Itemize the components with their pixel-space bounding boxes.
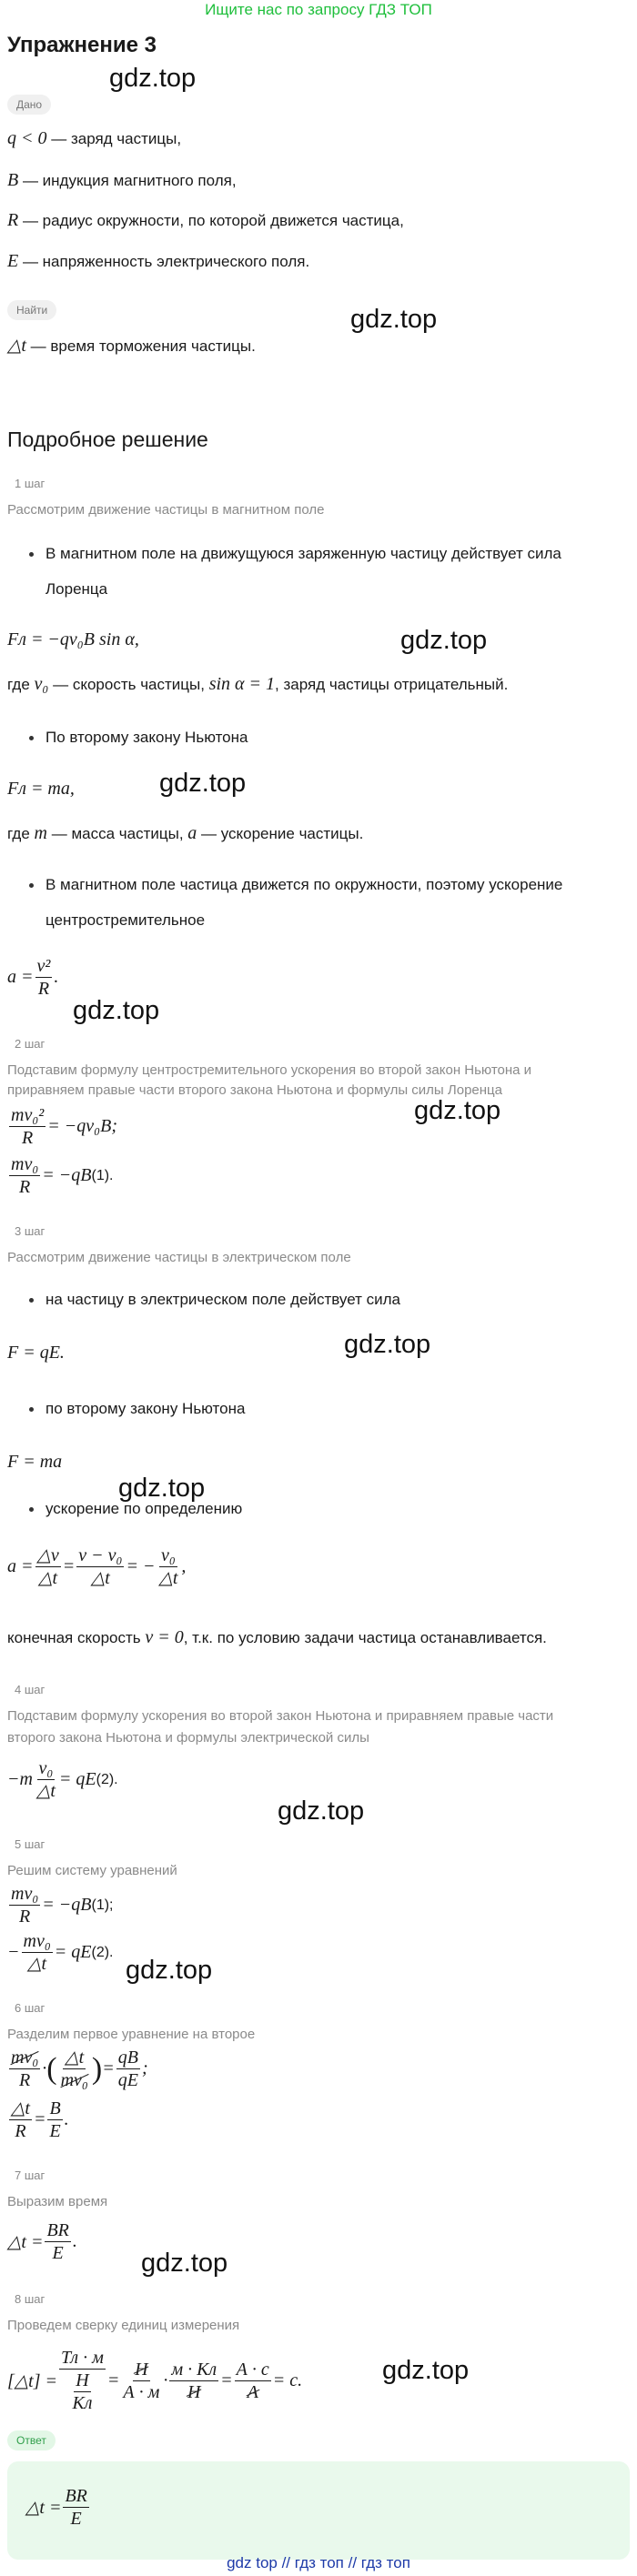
equation: $\frac{\text{mv₀}}{R}$ = −qB (1). (11, 1154, 114, 1197)
bullet-text: по второму закону Ньютона (46, 1392, 245, 1426)
watermark: gdz.top (350, 305, 438, 334)
watermark: gdz.top (118, 1474, 206, 1503)
equation: $\frac{\text{mv₀}}{R}$ · ( $\frac{\triangle t}{\text{mv₀}}$ ) = $\frac{qB}{qE}$ ; (11, 2048, 148, 2090)
step-label: 2 шаг (15, 1037, 46, 1051)
watermark: gdz.top (344, 1330, 431, 1359)
equation: a = $\frac{\triangle v}{\triangle t}$ = $\frac{\text{v − v₀}}{\triangle t}$ = − $\frac{\text{v₀}}{\triangle t}$ , (7, 1545, 187, 1588)
step-label: 6 шаг (15, 2001, 46, 2015)
explanation: конечная скорость v = 0, т.к. по условию задачи частица останавливается. (7, 1627, 547, 1647)
equation: $\frac{\text{mv₀}}{R}$ = −qB (1); (11, 1884, 114, 1927)
step-heading: Решим систему уравнений (7, 1863, 177, 1878)
step-heading: Выразим время (7, 2194, 108, 2209)
step-heading: Подставим формулу центростремительного ускорения во второй закон Ньютона и (7, 1062, 532, 1078)
step-label: 8 шаг (15, 2292, 46, 2306)
given-line: B — индукция магнитного поля, (7, 170, 237, 190)
given-line: q < 0 — заряд частицы, (7, 128, 182, 148)
step-heading: Разделим первое уравнение на второе (7, 2027, 256, 2042)
find-label: Найти (7, 300, 56, 320)
explanation: где v₀ — скорость частицы, sin α = 1, заряд частицы отрицательный. (7, 674, 509, 694)
find-line: △t — время торможения частицы. (7, 336, 256, 356)
given-line: E — напряженность электрического поля. (7, 251, 310, 271)
bullet-text: ускорение по определению (46, 1492, 242, 1526)
watermark: gdz.top (278, 1796, 365, 1826)
given-label: Дано (7, 95, 51, 115)
watermark: gdz.top (109, 64, 197, 93)
equation: a = $\frac{\text{v²}}{R}$ . (7, 956, 59, 999)
bullet-text: на частицу в электрическом поле действует сила (46, 1283, 400, 1317)
equation: −m $\frac{\text{v₀}}{\triangle t}$ = qE (2). (7, 1758, 118, 1801)
step-heading: Подставим формулу ускорения во второй закон Ньютона и приравняем правые части (7, 1708, 554, 1724)
answer-box (7, 2461, 630, 2560)
explanation: где m — масса частицы, a — ускорение частицы. (7, 823, 364, 843)
step-heading: второго закона Ньютона и формулы электрической силы (7, 1730, 369, 1746)
watermark: gdz.top (414, 1096, 501, 1125)
step-label: 7 шаг (15, 2168, 46, 2182)
watermark: gdz.top (400, 626, 488, 655)
answer-formula: △t = $\frac{BR}{E}$ (25, 2486, 87, 2529)
solution-title: Подробное решение (7, 428, 208, 451)
equation: [△t] = $\frac{Тл \cdot м}{\frac{Н}{Кл}}$ = $\frac{Н}{А \cdot м}$ · $\frac{м \cdot Кл}{Н}$ = $\frac{А \cdot с}{А}$ = с. (7, 2348, 303, 2413)
watermark: gdz.top (382, 2356, 470, 2385)
step-label: 1 шаг (15, 477, 46, 490)
step-heading: Рассмотрим движение частицы в магнитном поле (7, 502, 325, 518)
bullet-text-cont: Лоренца (46, 580, 108, 598)
equation: F = ma (7, 1452, 63, 1472)
given-line: R — радиус окружности, по которой движется частица, (7, 210, 404, 230)
step-label: 3 шаг (15, 1224, 46, 1238)
bullet-text-cont: центростремительное (46, 911, 206, 929)
equation: $\frac{\text{mv₀²}}{R}$ = −qv₀B; (11, 1105, 117, 1148)
equation: − $\frac{\text{mv₀}}{\triangle t}$ = qE (2). (7, 1931, 114, 1974)
equation: △t = $\frac{BR}{E}$ . (7, 2220, 77, 2263)
footer-links[interactable]: gdz top // гдз топ // гдз топ (227, 2554, 410, 2571)
equation: Fл = −qv₀B sin α, (7, 629, 139, 649)
bullet-text: По второму закону Ньютона (46, 720, 248, 755)
bullet-text: В магнитном поле частица движется по окружности, поэтому ускорение (46, 868, 562, 902)
watermark: gdz.top (141, 2249, 228, 2278)
step-heading: приравняем правые части второго закона Ньютона и формулы силы Лоренца (7, 1082, 502, 1098)
equation: $\frac{\triangle t}{R}$ = $\frac{B}{E}$ . (11, 2098, 69, 2141)
watermark: gdz.top (126, 1956, 213, 1985)
page-title: Упражнение 3 (7, 33, 157, 57)
equation: F = qE. (7, 1343, 65, 1363)
bullet-text: В магнитном поле на движущуюся заряженную частицу действует сила (46, 537, 561, 571)
step-label: 5 шаг (15, 1837, 46, 1851)
watermark: gdz.top (159, 769, 247, 798)
step-heading: Рассмотрим движение частицы в электрическом поле (7, 1250, 351, 1265)
equation: Fл = ma, (7, 779, 75, 799)
answer-label: Ответ (7, 2430, 56, 2450)
step-heading: Проведем сверку единиц измерения (7, 2318, 240, 2333)
watermark: gdz.top (73, 996, 160, 1025)
promo-banner[interactable]: Ищите нас по запросу ГДЗ ТОП (205, 1, 432, 18)
step-label: 4 шаг (15, 1683, 46, 1696)
